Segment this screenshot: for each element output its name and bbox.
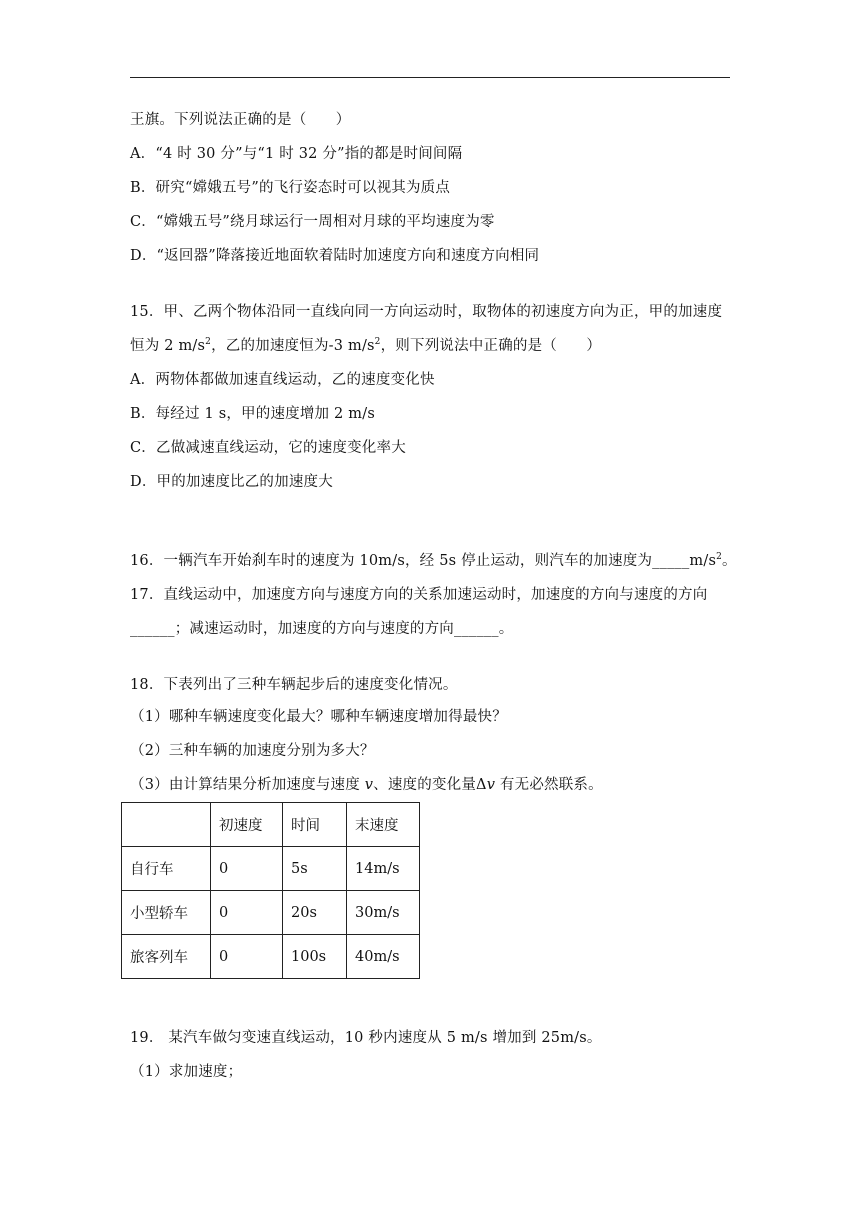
q16-stem: 16．一辆汽车开始刹车时的速度为 10m/s，经 5s 停止运动，则汽车的加速度为$\_\_\_\_\_m/s^2$。 xyxy=(130,552,737,569)
table-header-cell: 初速度 xyxy=(211,803,283,847)
q18-sub3: （3）由计算结果分析加速度与速度 v、速度的变化量Δv 有无必然联系。 xyxy=(130,777,603,793)
table-cell: 0 xyxy=(211,847,283,891)
table-cell: 20s xyxy=(283,891,347,935)
table-row xyxy=(122,891,420,935)
table-cell: 旅客列车 xyxy=(122,935,211,979)
q17-stem-line1: 17．直线运动中，加速度方向与速度方向的关系加速运动时，加速度的方向与速度的方向 xyxy=(130,587,708,603)
table-header-row xyxy=(122,803,420,847)
table-cell: 0 xyxy=(211,891,283,935)
q15-option-d: D．甲的加速度比乙的加速度大 xyxy=(130,474,333,490)
q14-stem-end: 王旗。下列说法正确的是（ ） xyxy=(130,112,351,128)
table-cell: 100s xyxy=(283,935,347,979)
table-header-cell: 时间 xyxy=(283,803,347,847)
q17-stem-line2: ______；减速运动时，加速度的方向与速度的方向______。 xyxy=(130,621,514,637)
q18-sub1: （1）哪种车辆速度变化最大？哪种车辆速度增加得最快？ xyxy=(130,709,507,725)
table-header-cell xyxy=(122,803,211,847)
q19-sub1: （1）求加速度； xyxy=(130,1064,243,1080)
table-cell: 0 xyxy=(211,935,283,979)
q18-stem: 18．下表列出了三种车辆起步后的速度变化情况。 xyxy=(130,677,458,693)
table-cell: 小型轿车 xyxy=(122,891,211,935)
q15-option-a: A．两物体都做加速直线运动，乙的速度变化快 xyxy=(130,372,435,388)
q15-option-c: C．乙做减速直线运动，它的速度变化率大 xyxy=(130,440,406,456)
q15-option-b: B．每经过 1 s，甲的速度增加 2 m/s xyxy=(130,406,375,422)
vehicle-speed-table xyxy=(121,802,420,979)
table-cell: 5s xyxy=(283,847,347,891)
table-cell: 40m/s xyxy=(347,935,420,979)
table-cell: 14m/s xyxy=(347,847,420,891)
q14-option-c: C．“嫦娥五号”绕月球运行一周相对月球的平均速度为零 xyxy=(130,214,495,230)
table-row xyxy=(122,935,420,979)
q15-stem-line2: 恒为 2 $m/s^2$，乙的加速度恒为-3 $m/s^2$，则下列说法中正确的是（ ） xyxy=(130,337,602,354)
q18-sub2: （2）三种车辆的加速度分别为多大？ xyxy=(130,743,375,759)
q15-stem-line1: 15．甲、乙两个物体沿同一直线向同一方向运动时，取物体的初速度方向为正，甲的加速度 xyxy=(130,304,723,320)
table-cell: 自行车 xyxy=(122,847,211,891)
q14-option-a: A．“4 时 30 分”与“1 时 32 分”指的都是时间间隔 xyxy=(130,146,463,162)
q19-stem: 19． 某汽车做匀变速直线运动，10 秒内速度从 5 m/s 增加到 25m/s。 xyxy=(130,1030,602,1046)
table-row xyxy=(122,847,420,891)
table-cell: 30m/s xyxy=(347,891,420,935)
q14-option-b: B．研究“嫦娥五号”的飞行姿态时可以视其为质点 xyxy=(130,180,451,196)
header-rule xyxy=(130,77,730,78)
q14-option-d: D．“返回器”降落接近地面软着陆时加速度方向和速度方向相同 xyxy=(130,248,540,264)
table-header-cell: 末速度 xyxy=(347,803,420,847)
